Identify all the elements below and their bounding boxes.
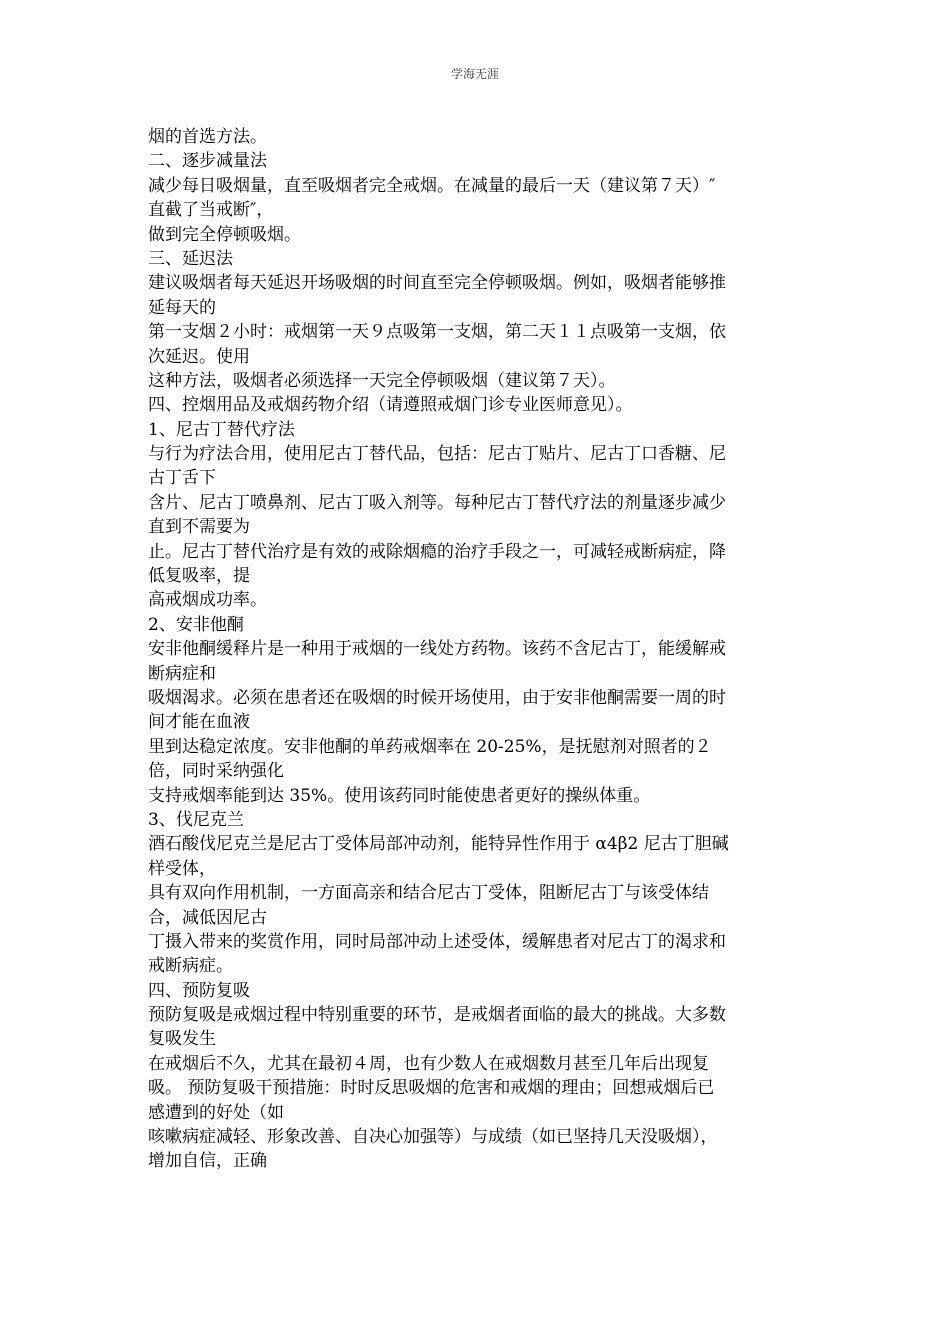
text-line: 四、控烟用品及戒烟药物介绍（请遵照戒烟门诊专业医师意见）。 bbox=[148, 395, 633, 416]
text-line: 合，减低因尼古 bbox=[148, 907, 267, 928]
text-line: 直截了当戒断″， bbox=[148, 200, 274, 221]
text-line: 间才能在血液 bbox=[148, 712, 250, 733]
text-line: 直到不需要为 bbox=[148, 517, 250, 538]
text-line: 增加自信，正确 bbox=[148, 1151, 267, 1172]
text-line: 2、安非他酮 bbox=[148, 614, 244, 635]
text-line: 吸。 预防复吸干预措施：时时反思吸烟的危害和戒烟的理由；回想戒烟后已 bbox=[148, 1078, 715, 1099]
text-line: 咳嗽病症减轻、形象改善、自决心加强等）与成绩（如已坚持几天没吸烟）， bbox=[148, 1127, 718, 1148]
text-line: 1、尼古丁替代疗法 bbox=[148, 419, 295, 440]
text-line: 古丁舌下 bbox=[148, 468, 216, 489]
text-line: 与行为疗法合用，使用尼古丁替代品，包括：尼古丁贴片、尼古丁口香糖、尼 bbox=[148, 444, 726, 465]
text-line: 丁摄入带来的奖赏作用，同时局部冲动上述受体，缓解患者对尼古丁的渴求和 bbox=[148, 931, 726, 952]
text-line: 吸烟渴求。必须在患者还在吸烟的时候开场使用，由于安非他酮需要一周的时 bbox=[148, 687, 726, 708]
text-line: 里到达稳定浓度。安非他酮的单药戒烟率在 20-25%，是抚慰剂对照者的２ bbox=[148, 736, 712, 757]
text-line: 安非他酮缓释片是一种用于戒烟的一线处方药物。该药不含尼古丁，能缓解戒 bbox=[148, 639, 726, 660]
text-line: 预防复吸是戒烟过程中特别重要的环节，是戒烟者面临的最大的挑战。大多数 bbox=[148, 1005, 726, 1026]
text-line: 倍，同时采纳强化 bbox=[148, 761, 284, 782]
text-line: 二、逐步减量法 bbox=[148, 151, 267, 172]
text-line: 含片、尼古丁喷鼻剂、尼古丁吸入剂等。每种尼古丁替代疗法的剂量逐步减少 bbox=[148, 492, 726, 513]
text-line: 低复吸率，提 bbox=[148, 566, 250, 587]
text-line: 样受体， bbox=[148, 858, 216, 879]
text-line: 延每天的 bbox=[148, 297, 216, 318]
text-line: 烟的首选方法。 bbox=[148, 127, 267, 147]
text-line: 断病症和 bbox=[148, 663, 216, 684]
text-line: 3、伐尼克兰 bbox=[148, 809, 244, 830]
text-line: 这种方法，吸烟者必须选择一天完全停顿吸烟（建议第７天）。 bbox=[148, 370, 616, 391]
text-line: 在戒烟后不久，尤其在最初４周，也有少数人在戒烟数月甚至几年后出现复 bbox=[148, 1053, 709, 1074]
text-line: 高戒烟成功率。 bbox=[148, 590, 267, 611]
page-header: 学海无涯 bbox=[450, 67, 499, 81]
text-line: 第一支烟２小时：戒烟第一天９点吸第一支烟，第二天１１点吸第一支烟，依 bbox=[148, 322, 726, 343]
text-line: 支持戒烟率能到达 35%。使用该药同时能使患者更好的操纵体重。 bbox=[148, 785, 651, 806]
text-line: 感遭到的好处（如 bbox=[148, 1102, 284, 1123]
text-line: 复吸发生 bbox=[148, 1029, 216, 1050]
text-line: 四、预防复吸 bbox=[148, 980, 250, 1001]
text-line: 止。尼古丁替代治疗是有效的戒除烟瘾的治疗手段之一，可减轻戒断病症，降 bbox=[148, 541, 726, 562]
text-line: 次延迟。使用 bbox=[148, 346, 250, 367]
text-line: 酒石酸伐尼克兰是尼古丁受体局部冲动剂，能特异性作用于 α4β2 尼古丁胆碱 bbox=[148, 834, 729, 855]
text-line: 具有双向作用机制，一方面高亲和结合尼古丁受体，阻断尼古丁与该受体结 bbox=[148, 883, 709, 904]
document-body bbox=[148, 125, 806, 1174]
text-line: 做到完全停顿吸烟。 bbox=[148, 224, 301, 245]
text-line: 戒断病症。 bbox=[148, 956, 233, 977]
text-line: 三、延迟法 bbox=[148, 248, 233, 269]
text-line: 减少每日吸烟量，直至吸烟者完全戒烟。在减量的最后一天（建议第７天）″ bbox=[148, 175, 716, 196]
text-line: 建议吸烟者每天延迟开场吸烟的时间直至完全停顿吸烟。例如，吸烟者能够推 bbox=[148, 273, 726, 294]
